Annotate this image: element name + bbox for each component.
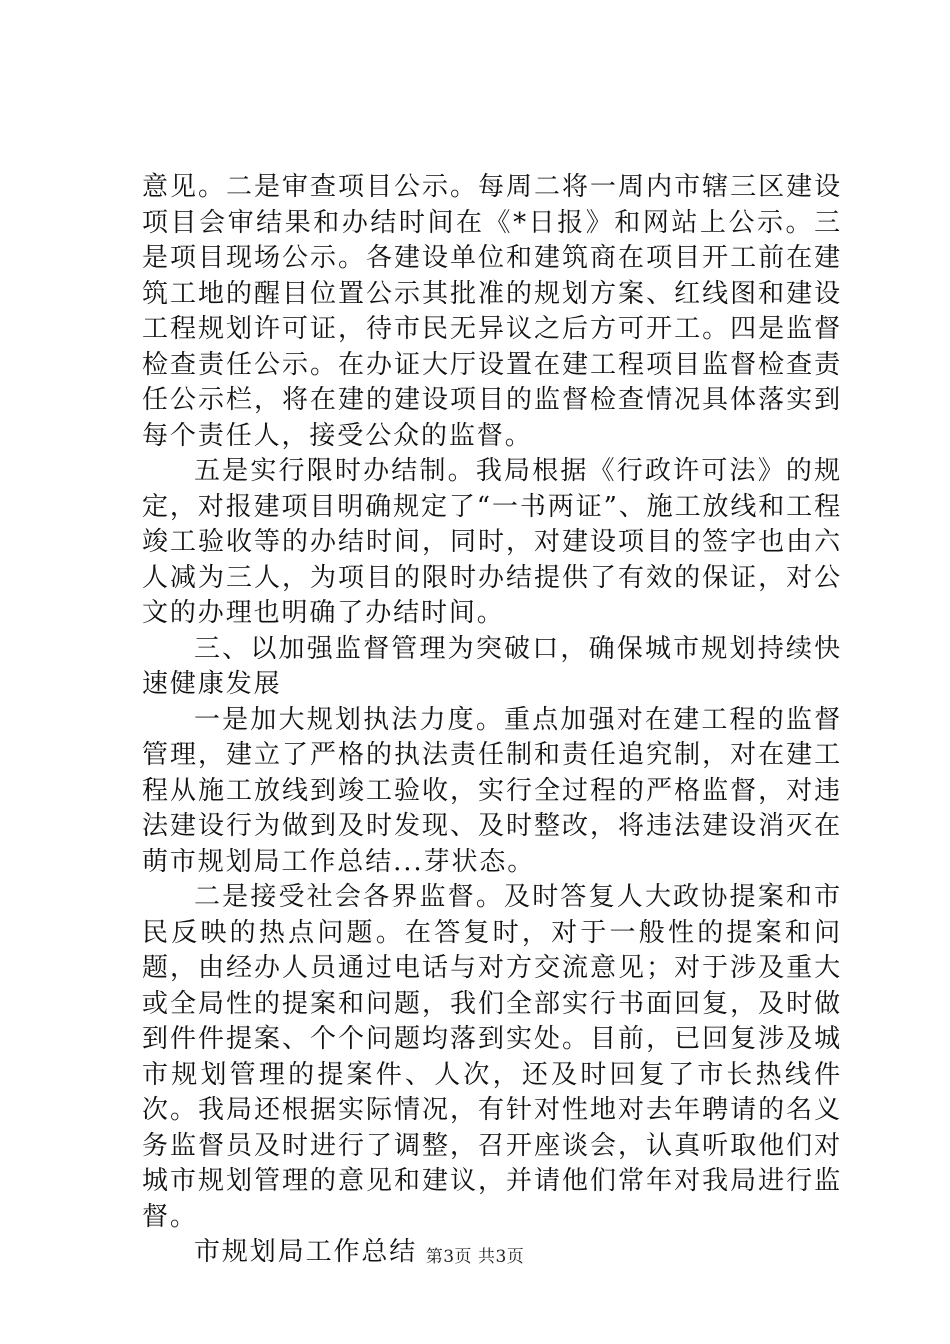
document-closing-title: 市规划局工作总结 — [194, 1237, 418, 1267]
document-body — [142, 170, 842, 1271]
section-heading-supervision: 三、以加强监督管理为突破口，确保城市规划持续快速健康发展 — [142, 633, 842, 699]
paragraph-law-enforcement: 一是加大规划执法力度。重点加强对在建工程的监督管理，建立了严格的执法责任制和责任追究制，对在建工程从施工放线到竣工验收，实行全过程的严格监督，对违法建设行为做到及时发现、及时整改，将违法建设消灭在萌市规划局工作总结...芽状态。 — [142, 704, 842, 877]
paragraph-public-supervision: 二是接受社会各界监督。及时答复人大政协提案和市民反映的热点问题。在答复时，对于一般性的提案和问题，由经办人员通过电话与对方交流意见；对于涉及重大或全局性的提案和问题，我们全部实行书面回复，及时做到件件提案、个个问题均落到实处。目前，已回复涉及城市规划管理的提案件、人次，还及时回复了市长热线件次。我局还根据实际情况，有针对性地对去年聘请的名义务监督员及时进行了调整，召开座谈会，认真听取他们对城市规划管理的意见和建议，并请他们常年对我局进行监督。 — [142, 882, 842, 1232]
paragraph-publicity-review: 意见。二是审查项目公示。每周二将一周内市辖三区建设项目会审结果和办结时间在《*日报》和网站上公示。三是项目现场公示。各建设单位和建筑商在项目开工前在建筑工地的醒目位置公示其批准的规划方案、红线图和建设工程规划许可证，待市民无异议之后方可开工。四是监督检查责任公示。在办证大厅设置在建工程项目监督检查责任公示栏，将在建的建设项目的监督检查情况具体落实到每个责任人，接受公众的监督。 — [142, 172, 842, 451]
paragraph-time-limit: 五是实行限时办结制。我局根据《行政许可法》的规定，对报建项目明确规定了“一书两证”、施工放线和工程竣工验收等的办结时间，同时，对建设项目的签字也由六人减为三人，为项目的限时办结提供了有效的保证，对公文的办理也明确了办结时间。 — [142, 456, 842, 628]
page-number-footer: 第3页 共3页 — [425, 1247, 525, 1267]
